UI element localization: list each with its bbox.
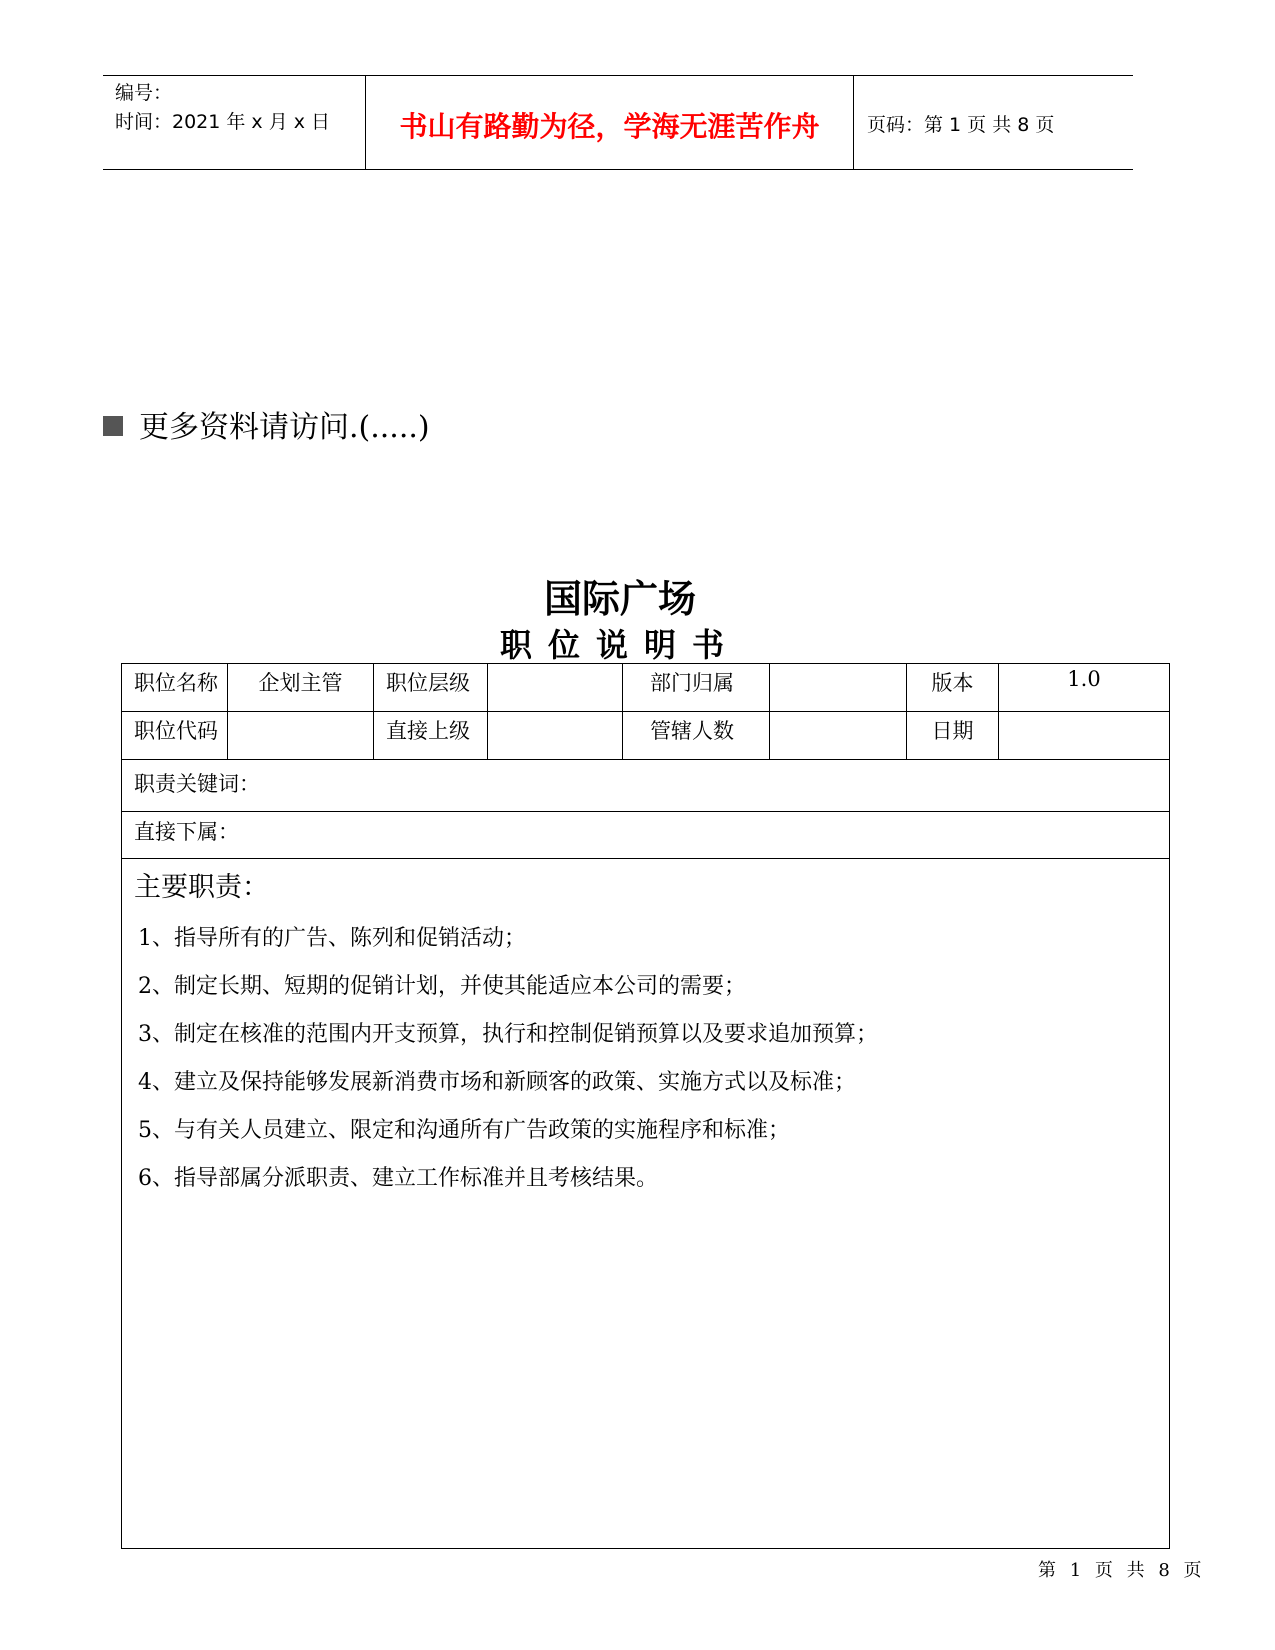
value-department	[770, 664, 907, 711]
value-direct-superior	[488, 712, 623, 759]
job-description-table	[121, 663, 1170, 1549]
label-department: 部门归属	[623, 664, 770, 711]
label-position-level: 职位层级	[374, 664, 488, 711]
label-position-code: 职位代码	[122, 712, 228, 759]
list-item: 5、与有关人员建立、限定和沟通所有广告政策的实施程序和标准；	[138, 1118, 790, 1143]
duties-heading: 主要职责：	[134, 872, 269, 903]
header-page-info: 页码：第 1 页 共 8 页	[867, 114, 1055, 136]
more-info-text: 更多资料请访问.(.....)	[139, 410, 430, 445]
value-version: 1.0	[1067, 667, 1101, 691]
header-page-cell	[853, 76, 1133, 169]
document-subtitle: 职位说明书	[499, 626, 740, 664]
value-headcount	[770, 712, 907, 759]
table-row	[122, 760, 1169, 812]
list-item: 1、指导所有的广告、陈列和促销活动；	[138, 926, 526, 951]
list-item: 4、建立及保持能够发展新消费市场和新顾客的政策、实施方式以及标准；	[138, 1070, 856, 1095]
label-position-name: 职位名称	[122, 664, 228, 711]
main-duties-section	[122, 859, 1169, 1548]
label-direct-superior: 直接上级	[374, 712, 488, 759]
page-header	[103, 75, 1133, 170]
label-duty-keywords: 职责关键词：	[134, 772, 260, 796]
table-row	[122, 812, 1169, 859]
header-motto-cell	[365, 76, 854, 169]
page-footer: 第 1 页 共 8 页	[1038, 1560, 1206, 1581]
table-row	[122, 664, 1169, 712]
document-date: 时间：2021 年 x 月 x 日	[115, 111, 331, 133]
label-date: 日期	[907, 712, 999, 759]
header-meta	[103, 76, 365, 169]
label-version: 版本	[907, 664, 999, 711]
document-title: 国际广场	[543, 576, 696, 621]
value-date	[999, 712, 1169, 759]
label-headcount: 管辖人数	[623, 712, 770, 759]
document-number-label: 编号：	[115, 82, 173, 104]
bullet-square-icon	[103, 416, 123, 436]
value-position-level	[488, 664, 623, 711]
list-item: 3、制定在核准的范围内开支预算，执行和控制促销预算以及要求追加预算；	[138, 1022, 878, 1047]
value-position-code	[228, 712, 374, 759]
list-item: 6、指导部属分派职责、建立工作标准并且考核结果。	[138, 1166, 658, 1191]
header-motto: 书山有路勤为径，学海无涯苦作舟	[399, 110, 820, 143]
list-item: 2、制定长期、短期的促销计划，并使其能适应本公司的需要；	[138, 974, 746, 999]
table-row	[122, 712, 1169, 760]
value-position-name: 企划主管	[228, 664, 374, 711]
label-direct-subordinates: 直接下属：	[134, 820, 239, 844]
more-info-line	[103, 402, 430, 446]
